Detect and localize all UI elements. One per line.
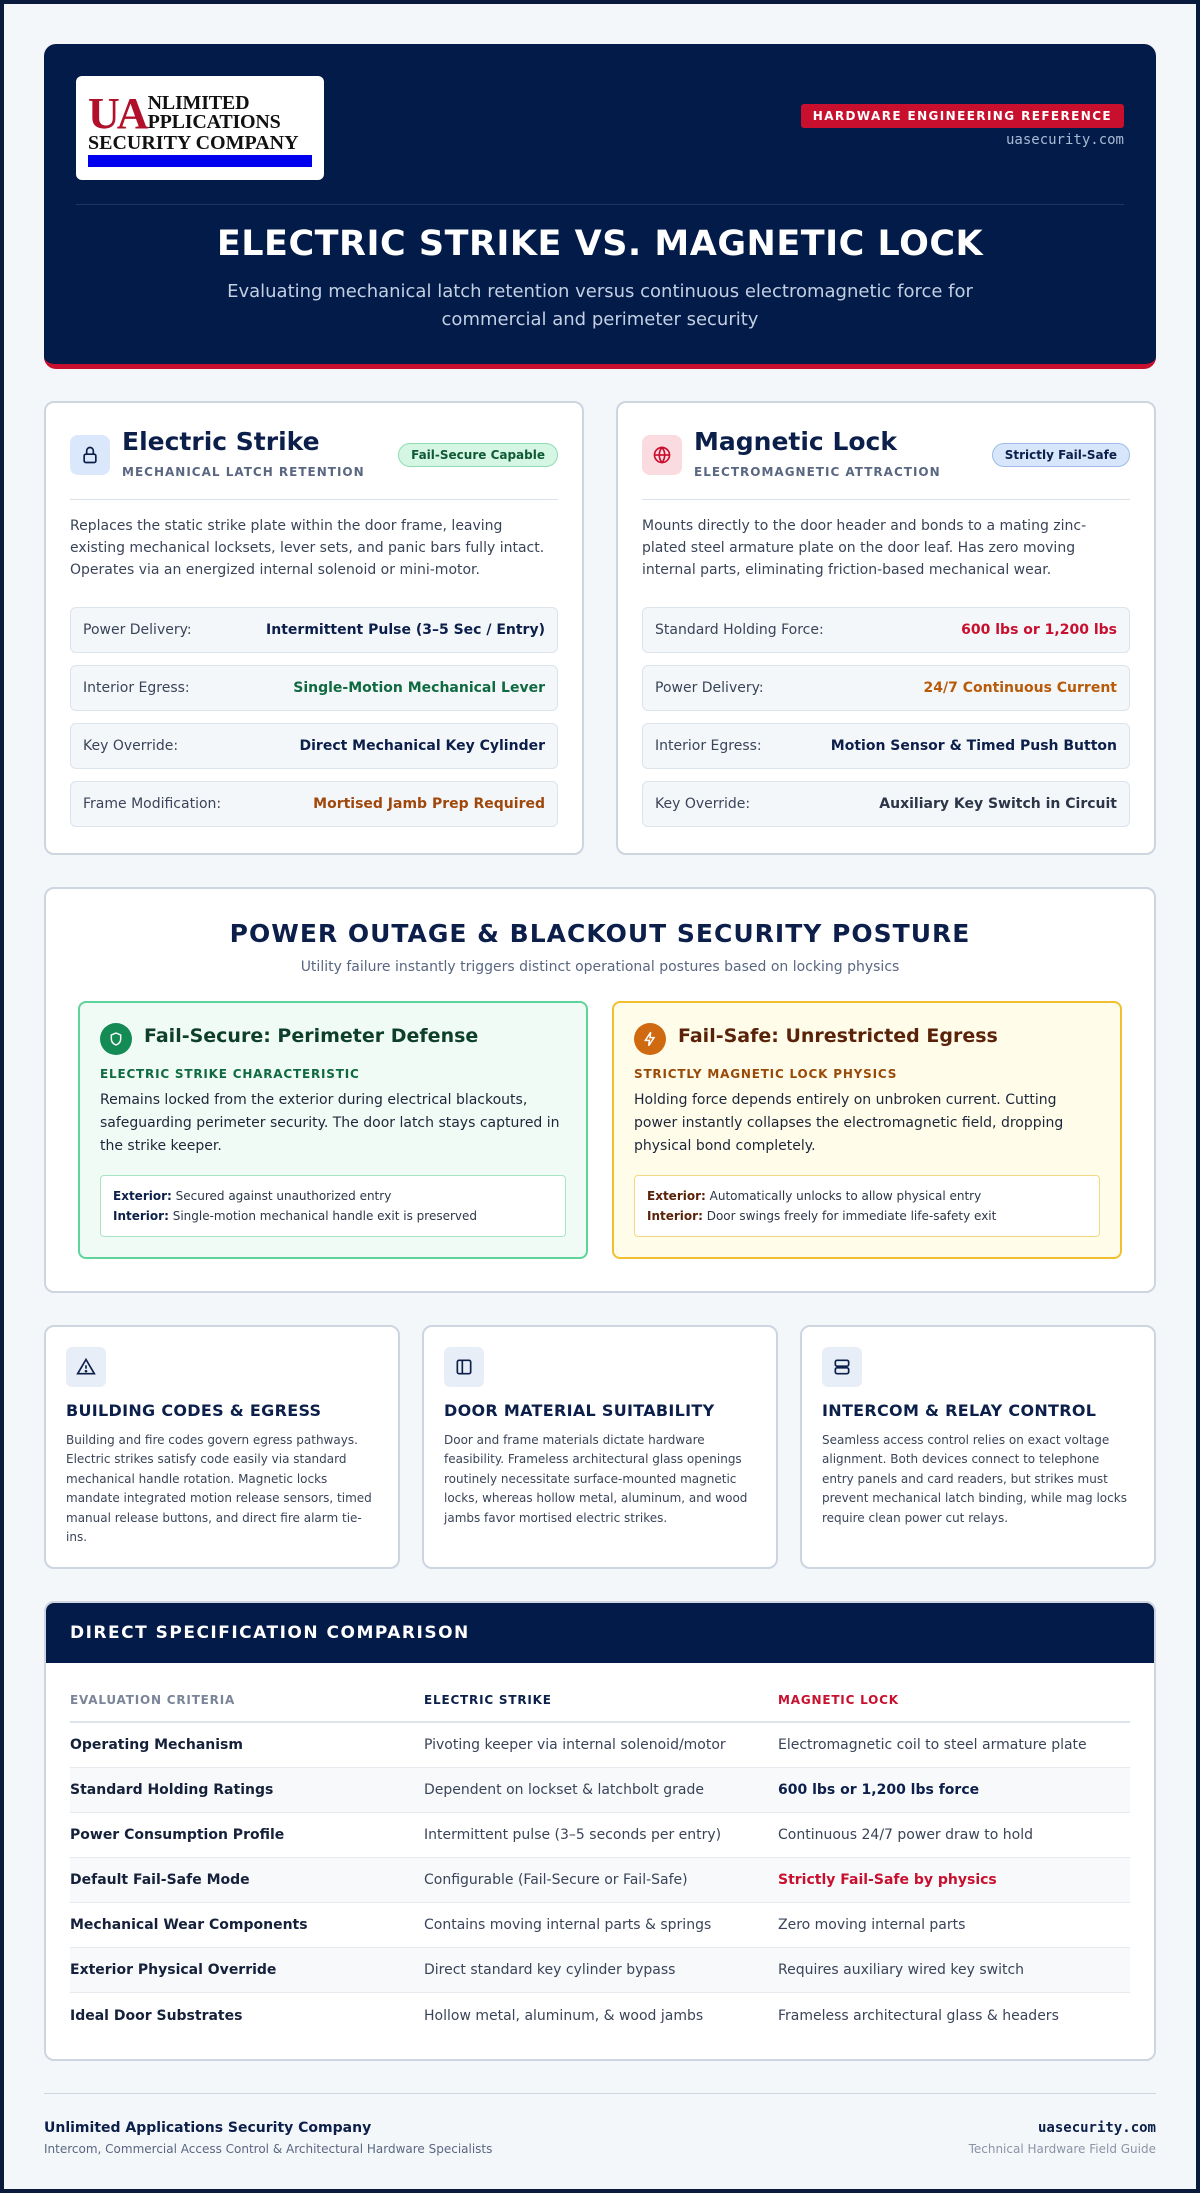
spec-label: Power Delivery: <box>655 680 764 696</box>
panel-title: Fail-Secure: Perimeter Defense <box>144 1025 479 1047</box>
spec-label: Interior Egress: <box>83 680 190 696</box>
mag-cell: Zero moving internal parts <box>778 1917 966 1933</box>
spec-label: Interior Egress: <box>655 738 762 754</box>
divider <box>70 499 558 500</box>
footer-url[interactable]: uasecurity.com <box>1037 2120 1156 2136</box>
magnetic-lock-card <box>616 401 1156 855</box>
footer-divider <box>44 2093 1156 2094</box>
table-row <box>70 1903 1130 1948</box>
table-row <box>70 1813 1130 1858</box>
info-card-door-material <box>422 1325 778 1569</box>
mag-cell: Electromagnetic coil to steel armature plate <box>778 1737 1087 1753</box>
spec-label: Frame Modification: <box>83 796 222 812</box>
strike-cell: Direct standard key cylinder bypass <box>424 1962 676 1978</box>
interior-label: Interior: <box>113 1209 169 1223</box>
server-icon <box>822 1347 862 1387</box>
door-icon <box>444 1347 484 1387</box>
spec-value: Mortised Jamb Prep Required <box>313 796 545 812</box>
strike-cell: Intermittent pulse (3–5 seconds per entry) <box>424 1827 722 1843</box>
spec-value: 600 lbs or 1,200 lbs <box>961 622 1117 638</box>
spec-value: Single-Motion Mechanical Lever <box>293 680 545 696</box>
criteria-cell: Default Fail-Safe Mode <box>70 1872 250 1888</box>
interior-value: Single-motion mechanical handle exit is preserved <box>172 1209 478 1223</box>
posture-detail-box <box>100 1175 566 1237</box>
mag-cell: Strictly Fail-Safe by physics <box>778 1872 997 1888</box>
info-description: Building and fire codes govern egress pathways. Electric strikes satisfy code easily via standard mechanical handle rotation. Magnetic locks mandate integrated motion release sensors, timed manual release buttons, and direct fire alarm tie-ins. <box>66 1433 372 1545</box>
footer-company: Unlimited Applications Security Company <box>44 2120 372 2136</box>
spec-row <box>642 781 1130 827</box>
strike-cell: Pivoting keeper via internal solenoid/motor <box>424 1737 726 1753</box>
section-subtitle: Utility failure instantly triggers distinct operational postures based on locking physics <box>300 959 900 975</box>
spec-row <box>642 607 1130 653</box>
strike-cell: Contains moving internal parts & springs <box>424 1917 712 1933</box>
interior-label: Interior: <box>647 1209 703 1223</box>
column-header: ELECTRIC STRIKE <box>424 1693 552 1707</box>
spec-row <box>642 723 1130 769</box>
page-title: ELECTRIC STRIKE VS. MAGNETIC LOCK <box>216 224 984 264</box>
header-url[interactable]: uasecurity.com <box>1005 132 1124 148</box>
info-description: Seamless access control relies on exact voltage alignment. Both devices connect to telephone entry panels and card readers, but strikes must prevent mechanical latch binding, while mag locks require clean power cut relays. <box>822 1433 1127 1525</box>
device-cards <box>44 401 1156 855</box>
criteria-cell: Ideal Door Substrates <box>70 2007 243 2024</box>
strike-cell: Dependent on lockset & latchbolt grade <box>424 1782 704 1798</box>
mag-cell: 600 lbs or 1,200 lbs force <box>778 1782 980 1798</box>
exterior-value: Secured against unauthorized entry <box>175 1189 392 1203</box>
criteria-cell: Power Consumption Profile <box>70 1827 285 1843</box>
logo-initials: UA <box>88 89 146 138</box>
mag-cell: Frameless architectural glass & headers <box>778 2007 1059 2024</box>
info-card-intercom <box>800 1325 1156 1569</box>
card-description: Replaces the static strike plate within the door frame, leaving existing mechanical locksets, lever sets, and panic bars fully intact. Operates via an energized internal solenoid or mini-motor. <box>70 518 545 578</box>
column-header: MAGNETIC LOCK <box>778 1693 899 1707</box>
section-title: POWER OUTAGE & BLACKOUT SECURITY POSTURE <box>229 919 971 948</box>
divider <box>642 499 1130 500</box>
logo-line-3: SECURITY COMPANY <box>88 132 299 154</box>
info-description: Door and frame materials dictate hardware feasibility. Frameless architectural glass openings routinely necessitate surface-mounted magnetic locks, whereas hollow metal, aluminum, and wood jambs favor mortised electric strikes. <box>444 1433 748 1525</box>
strike-cell: Hollow metal, aluminum, & wood jambs <box>424 2007 704 2024</box>
spec-label: Key Override: <box>655 796 751 812</box>
table-row <box>70 1858 1130 1903</box>
criteria-cell: Mechanical Wear Components <box>70 1917 308 1933</box>
panel-title: Fail-Safe: Unrestricted Egress <box>678 1025 998 1047</box>
card-kicker: ELECTROMAGNETIC ATTRACTION <box>694 465 941 479</box>
panel-description: Holding force depends entirely on unbroken current. Cutting power instantly collapses the electromagnetic field, dropping physical bond completely. <box>634 1092 1064 1154</box>
card-description: Mounts directly to the door header and bonds to a mating zinc-plated steel armature plate on the door leaf. Has zero moving internal parts, eliminating friction-based mechanical wear. <box>642 518 1087 578</box>
table-row <box>70 1993 1130 2038</box>
spec-row <box>70 723 558 769</box>
electric-strike-card <box>44 401 584 855</box>
spec-value: Direct Mechanical Key Cylinder <box>299 738 545 754</box>
exterior-value: Automatically unlocks to allow physical entry <box>709 1189 982 1203</box>
spec-list <box>642 607 1130 839</box>
power-outage-section <box>44 887 1156 1293</box>
info-title: INTERCOM & RELAY CONTROL <box>822 1401 1097 1420</box>
table-row <box>70 1768 1130 1813</box>
footer-tagline: Intercom, Commercial Access Control & Architectural Hardware Specialists <box>44 2142 493 2156</box>
criteria-cell: Exterior Physical Override <box>70 1962 277 1978</box>
fail-secure-panel <box>78 1001 588 1259</box>
card-title: Electric Strike <box>122 427 320 456</box>
card-title: Magnetic Lock <box>694 427 897 456</box>
info-title: DOOR MATERIAL SUITABILITY <box>444 1401 715 1420</box>
spec-row <box>70 665 558 711</box>
table-title: DIRECT SPECIFICATION COMPARISON <box>46 1603 1154 1663</box>
comparison-table-card <box>44 1601 1156 2061</box>
shield-icon <box>100 1023 132 1055</box>
reference-badge: HARDWARE ENGINEERING REFERENCE <box>801 104 1124 128</box>
spec-value: Auxiliary Key Switch in Circuit <box>879 796 1117 812</box>
comparison-table <box>70 1679 1130 2038</box>
strike-cell: Configurable (Fail-Secure or Fail-Safe) <box>424 1872 688 1888</box>
spec-list <box>70 607 558 839</box>
spec-row <box>642 665 1130 711</box>
table-row <box>70 1723 1130 1768</box>
header-divider <box>76 204 1124 205</box>
panel-kicker: ELECTRIC STRIKE CHARACTERISTIC <box>100 1067 360 1081</box>
spec-value: Motion Sensor & Timed Push Button <box>830 738 1117 754</box>
globe-icon <box>642 435 682 475</box>
exterior-label: Exterior: <box>647 1189 706 1203</box>
lock-icon <box>70 435 110 475</box>
company-logo <box>76 76 324 180</box>
criteria-cell: Standard Holding Ratings <box>70 1782 274 1798</box>
status-badge: Fail-Secure Capable <box>398 443 558 467</box>
status-badge: Strictly Fail-Safe <box>992 443 1130 467</box>
page <box>44 44 1156 2156</box>
fail-safe-panel <box>612 1001 1122 1259</box>
bolt-icon <box>634 1023 666 1055</box>
page-subtitle: Evaluating mechanical latch retention versus continuous electromagnetic force for commercial and perimeter security <box>227 281 973 330</box>
header-banner <box>44 44 1156 369</box>
mag-cell: Continuous 24/7 power draw to hold <box>778 1827 1033 1843</box>
spec-value: 24/7 Continuous Current <box>923 680 1117 696</box>
table-row <box>70 1948 1130 1993</box>
card-kicker: MECHANICAL LATCH RETENTION <box>122 465 365 479</box>
panel-description: Remains locked from the exterior during electrical blackouts, safeguarding perimeter security. The door latch stays captured in the strike keeper. <box>100 1092 560 1154</box>
footer-guide: Technical Hardware Field Guide <box>968 2142 1156 2156</box>
info-title: BUILDING CODES & EGRESS <box>66 1401 322 1420</box>
info-card-building-codes <box>44 1325 400 1569</box>
logo-line-2: PPLICATIONS <box>147 111 281 133</box>
mag-cell: Requires auxiliary wired key switch <box>778 1962 1025 1978</box>
interior-value: Door swings freely for immediate life-safety exit <box>706 1209 997 1223</box>
spec-row <box>70 607 558 653</box>
criteria-cell: Operating Mechanism <box>70 1737 243 1753</box>
table-header-row <box>70 1679 1130 1723</box>
logo-line-1: NLIMITED <box>147 92 250 114</box>
column-header: EVALUATION CRITERIA <box>70 1693 236 1707</box>
logo-bar <box>88 155 312 167</box>
spec-row <box>70 781 558 827</box>
exterior-label: Exterior: <box>113 1189 172 1203</box>
spec-label: Key Override: <box>83 738 179 754</box>
warning-icon <box>66 1347 106 1387</box>
spec-label: Power Delivery: <box>83 622 192 638</box>
spec-value: Intermittent Pulse (3–5 Sec / Entry) <box>266 622 545 638</box>
spec-label: Standard Holding Force: <box>655 622 824 638</box>
posture-detail-box <box>634 1175 1100 1237</box>
panel-kicker: STRICTLY MAGNETIC LOCK PHYSICS <box>634 1067 898 1081</box>
